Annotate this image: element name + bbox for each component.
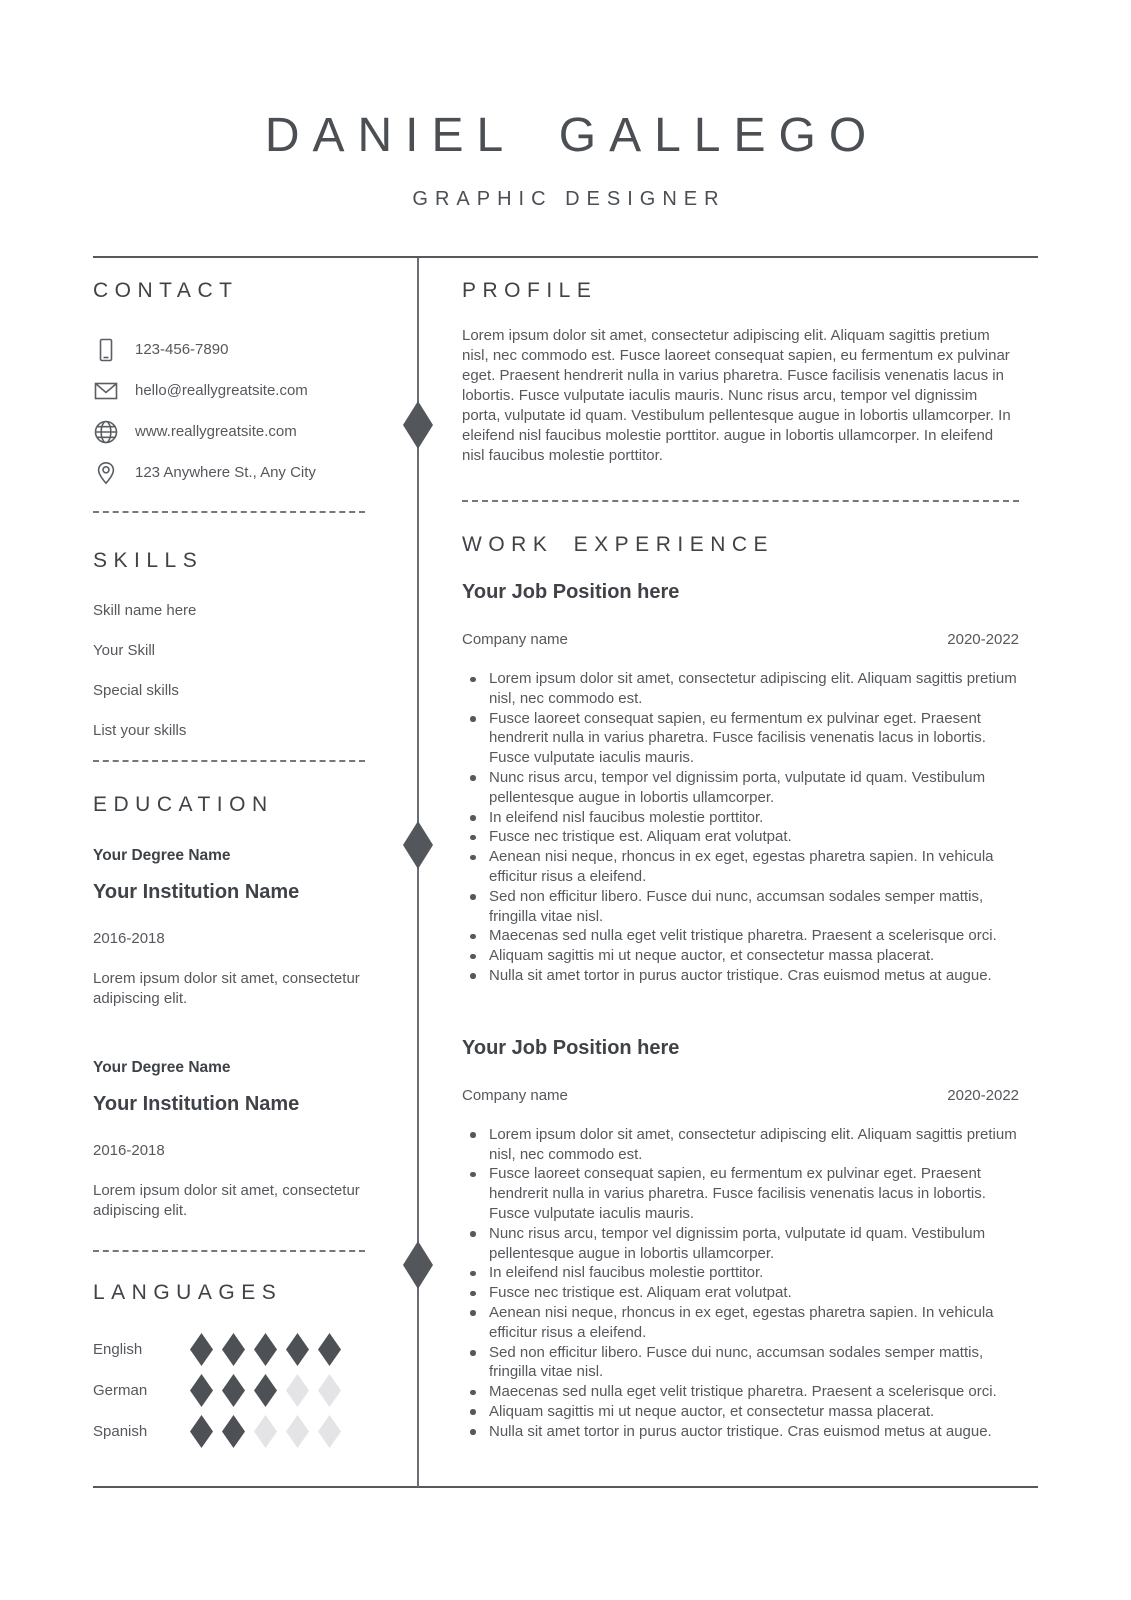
- profile-text: Lorem ipsum dolor sit amet, consectetur adipiscing elit. Aliquam sagittis pretium nisl, nec commodo est. Fusce laoreet consequat sapien, eu fermentum ex pulvinar eget. Praesent hendrerit nulla in varius pharetra. Fusce facilisis venenatis lacus in lobortis. Fusce vulputate iaculis mauris. Nunc risus arcu, tempor vel dignissim porta, vulputate id quam. Vestibulum pellentesque augue in lobortis ullamcorper. In eleifend nisl faucibus molestie porttitor. augue in lobortis ullamcorper. In eleifend nisl faucibus molestie porttitor.: [462, 327, 1011, 464]
- job-entry: [462, 581, 1019, 986]
- company-row: [462, 631, 1019, 648]
- job-bullet: Sed non efficitur libero. Fusce dui nunc, accumsan sodales semper mattis, fringilla vitae nisl.: [462, 1343, 1019, 1383]
- education-heading: EDUCATION: [93, 793, 274, 816]
- education-entry: [93, 1059, 365, 1221]
- skill-item: Your Skill: [93, 642, 155, 659]
- work-experience-section: [462, 533, 1019, 1442]
- education-dates: 2016-2018: [93, 1142, 165, 1159]
- skill-item: Skill name here: [93, 602, 197, 619]
- level-diamond-empty: [286, 1374, 309, 1407]
- section-divider: [462, 500, 1019, 502]
- job-bullet: Lorem ipsum dolor sit amet, consectetur adipiscing elit. Aliquam sagittis pretium nisl, nec commodo est.: [462, 1125, 1019, 1165]
- job-bullet: Aenean nisi neque, rhoncus in ex eget, egestas pharetra sapien. In vehicula efficitur risus a eleifend.: [462, 1303, 1019, 1343]
- language-row: [93, 1329, 365, 1370]
- job-bullet: Maecenas sed nulla eget velit tristique pharetra. Praesent a scelerisque orci.: [462, 1382, 1019, 1402]
- contact-heading: CONTACT: [93, 279, 239, 302]
- level-diamond-filled: [222, 1415, 245, 1448]
- job-bullet-list: [462, 669, 1019, 986]
- level-diamond-filled: [190, 1333, 213, 1366]
- degree-name: Your Degree Name: [93, 847, 231, 864]
- contact-row-email: [93, 370, 365, 411]
- profile-heading: PROFILE: [462, 279, 598, 302]
- degree-name: Your Degree Name: [93, 1059, 231, 1076]
- level-diamond-empty: [318, 1415, 341, 1448]
- job-bullet: Nunc risus arcu, tempor vel dignissim porta, vulputate id quam. Vestibulum pellentesque augue in lobortis ullamcorper.: [462, 768, 1019, 808]
- location-icon: [93, 460, 119, 486]
- education-description: Lorem ipsum dolor sit amet, consectetur adipiscing elit.: [93, 970, 360, 1007]
- phone-icon: [93, 337, 119, 363]
- level-diamond-empty: [254, 1415, 277, 1448]
- contact-section: [93, 279, 365, 513]
- job-position: Your Job Position here: [462, 1036, 680, 1059]
- language-row: [93, 1411, 365, 1452]
- job-dates: 2020-2022: [947, 631, 1019, 648]
- job-bullet: Nunc risus arcu, tempor vel dignissim porta, vulputate id quam. Vestibulum pellentesque augue in lobortis ullamcorper.: [462, 1224, 1019, 1264]
- job-bullet: Nulla sit amet tortor in purus auctor tristique. Cras euismod metus at augue.: [462, 966, 1019, 986]
- level-diamond-filled: [286, 1333, 309, 1366]
- job-dates: 2020-2022: [947, 1086, 1019, 1104]
- language-level-indicator: [190, 1415, 350, 1448]
- level-diamond-filled: [190, 1374, 213, 1407]
- job-position: Your Job Position here: [462, 581, 680, 603]
- language-row: [93, 1370, 365, 1411]
- section-divider: [93, 511, 365, 513]
- job-bullet: Aliquam sagittis mi ut neque auctor, et consectetur massa placerat.: [462, 1402, 1019, 1422]
- job-bullet: Aliquam sagittis mi ut neque auctor, et consectetur massa placerat.: [462, 946, 1019, 966]
- job-bullet: Fusce laoreet consequat sapien, eu fermentum ex pulvinar eget. Praesent hendrerit nulla in varius pharetra. Fusce facilisis venenatis lacus in lobortis. Fusce vulputate iaculis mauris.: [462, 1164, 1019, 1223]
- level-diamond-filled: [190, 1415, 213, 1448]
- profile-section: [462, 279, 1019, 502]
- skill-item: List your skills: [93, 722, 187, 739]
- job-entry: [462, 1037, 1019, 1442]
- languages-heading: LANGUAGES: [93, 1281, 283, 1304]
- language-level-indicator: [190, 1333, 350, 1366]
- job-bullet: Fusce nec tristique est. Aliquam erat volutpat.: [462, 827, 1019, 847]
- level-diamond-empty: [286, 1415, 309, 1448]
- job-bullet: Nulla sit amet tortor in purus auctor tristique. Cras euismod metus at augue.: [462, 1422, 1019, 1442]
- job-bullet: Aenean nisi neque, rhoncus in ex eget, egestas pharetra sapien. In vehicula efficitur risus a eleifend.: [462, 847, 1019, 887]
- street-address: 123 Anywhere St., Any City: [135, 464, 316, 481]
- languages-list: [93, 1329, 365, 1452]
- divider-diamond: [403, 821, 433, 869]
- level-diamond-filled: [254, 1374, 277, 1407]
- level-diamond-filled: [222, 1374, 245, 1407]
- level-diamond-filled: [222, 1333, 245, 1366]
- person-name: DANIEL GALLEGO: [264, 109, 880, 162]
- language-name: English: [93, 1341, 143, 1358]
- job-bullet: Fusce nec tristique est. Aliquam erat volutpat.: [462, 1283, 1019, 1303]
- job-bullet: Fusce laoreet consequat sapien, eu fermentum ex pulvinar eget. Praesent hendrerit nulla in varius pharetra. Fusce facilisis venenatis lacus in lobortis. Fusce vulputate iaculis mauris.: [462, 709, 1019, 768]
- skills-list: [93, 591, 365, 751]
- level-diamond-filled: [318, 1333, 341, 1366]
- section-divider: [93, 1250, 365, 1252]
- job-bullet: Maecenas sed nulla eget velit tristique pharetra. Praesent a scelerisque orci.: [462, 926, 1019, 946]
- person-title: GRAPHIC DESIGNER: [412, 188, 726, 210]
- education-dates: 2016-2018: [93, 930, 165, 947]
- job-bullet-list: [462, 1125, 1019, 1442]
- education-entry: [93, 847, 365, 1009]
- left-column: [93, 258, 365, 1452]
- website-icon: [93, 419, 119, 445]
- bottom-rule: [93, 1486, 1038, 1488]
- job-bullet: Sed non efficitur libero. Fusce dui nunc, accumsan sodales semper mattis, fringilla vitae nisl.: [462, 887, 1019, 927]
- level-diamond-empty: [318, 1374, 341, 1407]
- contact-row-phone: [93, 329, 365, 370]
- languages-section: [93, 1281, 365, 1452]
- company-row: [462, 1087, 1019, 1104]
- institution-name: Your Institution Name: [93, 1093, 300, 1115]
- email-icon: [93, 378, 119, 404]
- email-address: hello@reallygreatsite.com: [135, 382, 308, 399]
- contact-list: [93, 329, 365, 493]
- divider-diamond: [403, 1241, 433, 1289]
- company-name: Company name: [462, 631, 568, 648]
- education-description: Lorem ipsum dolor sit amet, consectetur adipiscing elit.: [93, 1182, 360, 1219]
- phone-number: 123-456-7890: [135, 341, 229, 358]
- skills-heading: SKILLS: [93, 549, 204, 572]
- divider-diamond: [403, 401, 433, 449]
- section-divider: [93, 760, 365, 762]
- skill-item: Special skills: [93, 682, 179, 699]
- language-name: Spanish: [93, 1423, 148, 1440]
- institution-name: Your Institution Name: [93, 881, 300, 903]
- language-level-indicator: [190, 1374, 350, 1407]
- job-bullet: Lorem ipsum dolor sit amet, consectetur adipiscing elit. Aliquam sagittis pretium nisl, nec commodo est.: [462, 669, 1019, 709]
- job-bullet: In eleifend nisl faucibus molestie porttitor.: [462, 1263, 1019, 1283]
- right-column: [462, 258, 1019, 1442]
- job-bullet: In eleifend nisl faucibus molestie porttitor.: [462, 808, 1019, 828]
- contact-row-website: [93, 411, 365, 452]
- level-diamond-filled: [254, 1333, 277, 1366]
- education-section: [93, 793, 365, 1252]
- website-url: www.reallygreatsite.com: [135, 423, 297, 440]
- skills-section: [93, 549, 365, 762]
- resume-header: [0, 108, 1131, 211]
- contact-row-address: [93, 452, 365, 493]
- language-name: German: [93, 1382, 148, 1399]
- company-name: Company name: [462, 1086, 568, 1104]
- work-experience-heading: WORK EXPERIENCE: [462, 533, 775, 556]
